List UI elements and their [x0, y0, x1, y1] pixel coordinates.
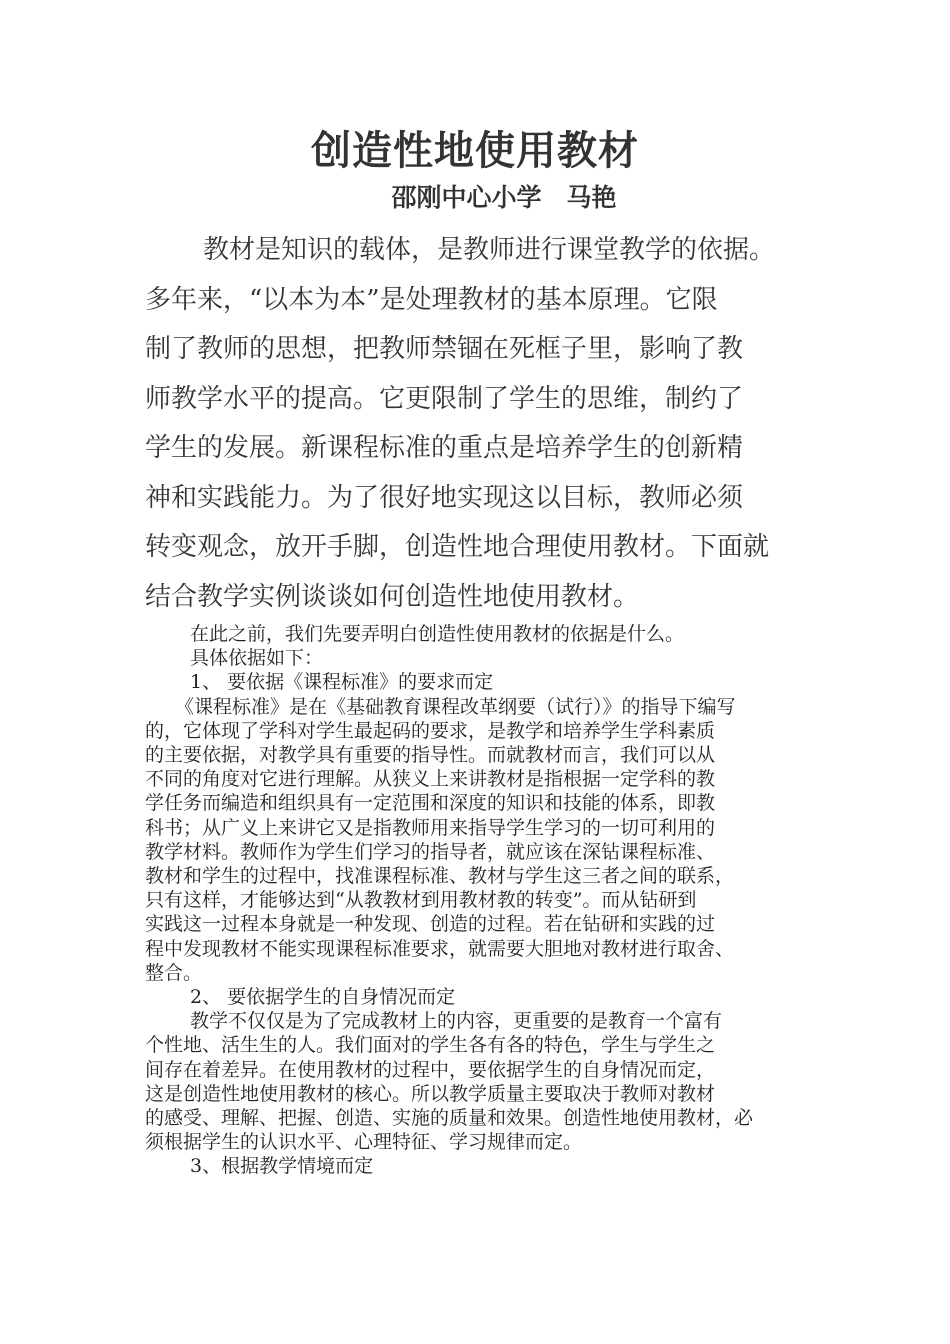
body-line: 教学不仅仅是为了完成教材上的内容，更重要的是教育一个富有 — [190, 1010, 723, 1033]
body-line: 实践这一过程本身就是一种发现、创造的过程。若在钻研和实践的过 — [145, 913, 716, 936]
body-line: 的主要依据，对教学具有重要的指导性。而就教材而言，我们可以从 — [145, 744, 716, 767]
body-line: 这是创造性地使用教材的核心。所以教学质量主要取决于教师对教材 — [145, 1082, 716, 1105]
intro-line: 制了教师的思想，把教师禁锢在死框子里，影响了教 — [145, 334, 744, 364]
body-line: 整合。 — [145, 961, 203, 984]
section-heading-2: 2、 要依据学生的自身情况而定 — [190, 986, 456, 1009]
intro-line: 师教学水平的提高。它更限制了学生的思维，制约了 — [145, 383, 744, 414]
body-line: 科书；从广义上来讲它又是指教师用来指导学生学习的一切可利用的 — [145, 816, 716, 839]
body-text — [145, 622, 817, 1179]
body-line: 学任务而编造和组织具有一定范围和深度的知识和技能的体系，即教 — [145, 792, 716, 815]
section-heading-3: 3、根据教学情境而定 — [190, 1155, 374, 1178]
section-heading-1: 1、 要依据《课程标准》的要求而定 — [190, 671, 494, 694]
body-line: 间存在着差异。在使用教材的过程中，要依据学生的自身情况而定， — [145, 1058, 716, 1081]
body-line: 教材和学生的过程中，找准课程标准、教材与学生这三者之间的联系， — [145, 865, 735, 888]
body-line: 教学材料。教师作为学生们学习的指导者，就应该在深钻课程标准、 — [145, 840, 716, 863]
body-line: 的，它体现了学科对学生最起码的要求，是教学和培养学生学科素质 — [145, 719, 716, 742]
intro-line: 多年来，“以本为本”是处理教材的基本原理。它限 — [145, 284, 718, 315]
intro-line: 学生的发展。新课程标准的重点是培养学生的创新精 — [145, 433, 744, 463]
body-line: 须根据学生的认识水平、心理特征、学习规律而定。 — [145, 1131, 583, 1154]
intro-line: 转变观念，放开手脚，创造性地合理使用教材。下面就 — [145, 532, 770, 562]
body-line: 只有这样，才能够达到“从教教材到用教材教的转变”。而从钻研到 — [145, 889, 697, 912]
body-line: 《课程标准》是在《基础教育课程改革纲要（试行）》的指导下编写 — [175, 695, 736, 718]
document-title: 创造性地使用教材 — [311, 128, 639, 174]
body-line: 在此之前，我们先要弄明白创造性使用教材的依据是什么。 — [190, 623, 685, 645]
body-line: 程中发现教材不能实现课程标准要求，就需要大胆地对教材进行取舍、 — [145, 937, 735, 960]
intro-line: 教材是知识的载体，是教师进行课堂教学的依据。 — [203, 235, 776, 265]
document-author: 邵刚中心小学 马艳 — [391, 183, 617, 212]
body-line: 具体依据如下： — [190, 647, 324, 670]
body-line: 不同的角度对它进行理解。从狭义上来讲教材是指根据一定学科的教 — [145, 768, 716, 791]
intro-paragraph — [145, 226, 835, 622]
intro-line: 结合教学实例谈谈如何创造性地使用教材。 — [145, 581, 640, 612]
intro-line: 神和实践能力。为了很好地实现这以目标，教师必须 — [145, 482, 744, 513]
body-line: 个性地、活生生的人。我们面对的学生各有各的特色，学生与学生之 — [145, 1034, 716, 1057]
body-line: 的感受、理解、把握、创造、实施的质量和效果。创造性地使用教材，必 — [145, 1107, 754, 1130]
